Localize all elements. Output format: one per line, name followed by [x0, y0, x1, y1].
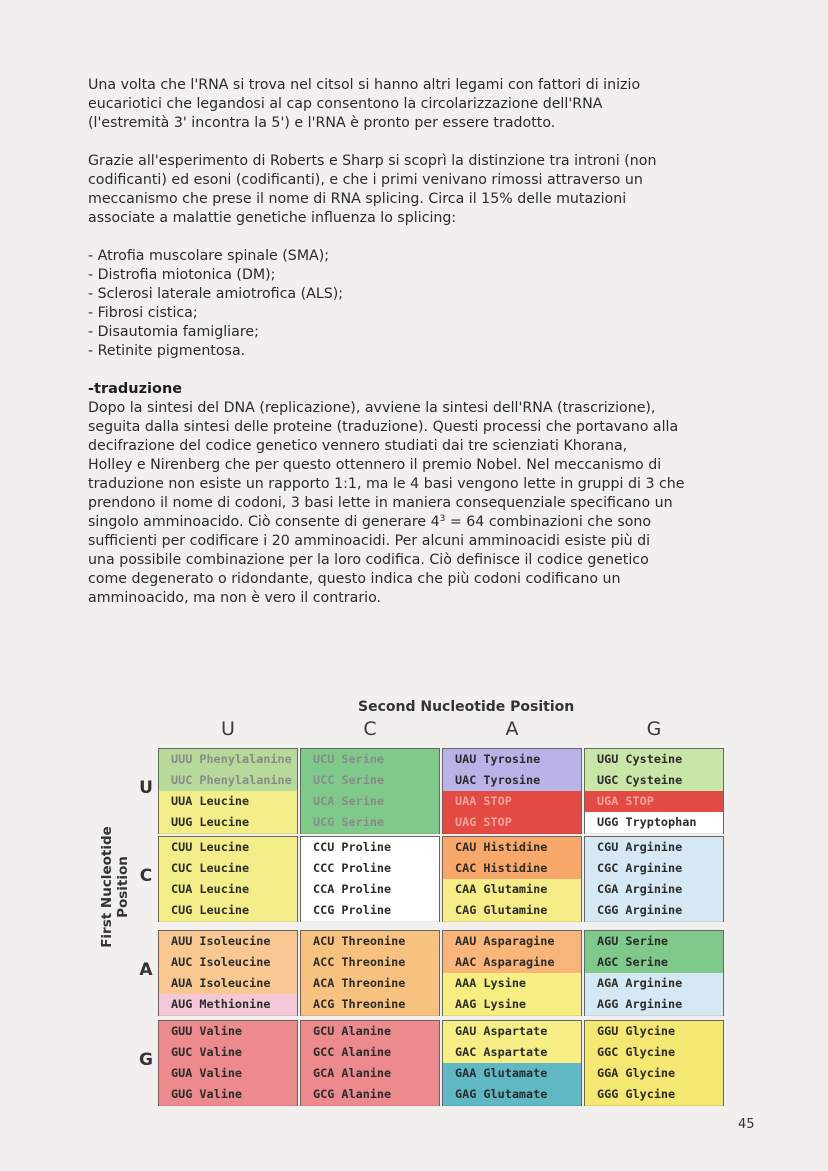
codon-cell: UAG STOP	[443, 812, 581, 834]
codon-cell: UCA Serine	[301, 791, 439, 813]
codon-cell: GCG Alanine	[301, 1084, 439, 1106]
codon-cell: CGG Arginine	[585, 900, 723, 922]
codon-block	[584, 930, 724, 1016]
codon-cell: AUA Isoleucine	[159, 973, 297, 995]
text-line: decifrazione del codice genetico vennero studiati dai tre scienziati Khorana,	[88, 438, 628, 454]
text-line: come degenerato o ridondante, questo indica che più codoni codificano un	[88, 571, 621, 587]
codon-block	[584, 836, 724, 922]
codon-cell: CUG Leucine	[159, 900, 297, 922]
codon-cell: UGC Cysteine	[585, 770, 723, 792]
list-item: - Distrofia miotonica (DM);	[88, 267, 276, 283]
codon-cell: CGU Arginine	[585, 837, 723, 859]
codon-cell: UCG Serine	[301, 812, 439, 834]
paragraph-3	[88, 399, 768, 608]
codon-cell: GCU Alanine	[301, 1021, 439, 1043]
text-line: Dopo la sintesi del DNA (replicazione), avviene la sintesi dell'RNA (trascrizione),	[88, 400, 656, 416]
codon-cell: UGU Cysteine	[585, 749, 723, 771]
codon-cell: GGG Glycine	[585, 1084, 723, 1106]
row-letter-U: U	[139, 778, 153, 798]
row-letter-A: A	[139, 960, 153, 980]
first-position-title: First Nucleotide Position	[99, 826, 131, 948]
paragraph-1	[88, 76, 768, 133]
codon-cell: GCC Alanine	[301, 1042, 439, 1064]
codon-cell: CUA Leucine	[159, 879, 297, 901]
codon-block	[584, 1020, 724, 1106]
column-letter-A: A	[505, 718, 519, 740]
codon-cell: UUU Phenylalanine	[159, 749, 297, 771]
codon-cell: UAC Tyrosine	[443, 770, 581, 792]
codon-cell: UCU Serine	[301, 749, 439, 771]
codon-cell: GUA Valine	[159, 1063, 297, 1085]
codon-cell: UAU Tyrosine	[443, 749, 581, 771]
paragraph-2	[88, 152, 768, 228]
codon-cell: ACG Threonine	[301, 994, 439, 1016]
codon-table	[100, 696, 740, 1116]
codon-block	[300, 930, 440, 1016]
codon-block	[300, 748, 440, 834]
codon-cell: AGG Arginine	[585, 994, 723, 1016]
text-line-with-exponent	[88, 513, 768, 532]
text-fragment: singolo amminoacido. Ciò consente di generare 4	[88, 514, 440, 530]
codon-cell: CGA Arginine	[585, 879, 723, 901]
codon-block	[158, 748, 298, 834]
codon-cell: CCA Proline	[301, 879, 439, 901]
codon-cell: AUU Isoleucine	[159, 931, 297, 953]
codon-cell: GAU Aspartate	[443, 1021, 581, 1043]
text-line: meccanismo che prese il nome di RNA splicing. Circa il 15% delle mutazioni	[88, 191, 627, 207]
section-title: -traduzione	[88, 381, 183, 397]
text-line: Holley e Nirenberg che per questo ottennero il premio Nobel. Nel meccanismo di	[88, 457, 662, 473]
codon-cell: ACC Threonine	[301, 952, 439, 974]
codon-cell: GGU Glycine	[585, 1021, 723, 1043]
codon-cell: UGG Tryptophan	[585, 812, 723, 834]
text-line: una possibile combinazione per la loro codifica. Ciò definisce il codice genetico	[88, 552, 649, 568]
codon-block	[158, 1020, 298, 1106]
codon-cell: ACU Threonine	[301, 931, 439, 953]
codon-cell: AUG Methionine	[159, 994, 297, 1016]
codon-cell: CUU Leucine	[159, 837, 297, 859]
codon-cell: AAU Asparagine	[443, 931, 581, 953]
list-item: - Retinite pigmentosa.	[88, 343, 246, 359]
codon-cell: GGA Glycine	[585, 1063, 723, 1085]
codon-cell: CAA Glutamine	[443, 879, 581, 901]
codon-cell: CUC Leucine	[159, 858, 297, 880]
text-line: prendono il nome di codoni, 3 basi lette in maniera consequenziale specificano un	[88, 495, 673, 511]
column-letter-U: U	[221, 718, 235, 740]
codon-block	[158, 930, 298, 1016]
codon-block	[442, 1020, 582, 1106]
codon-cell: AGU Serine	[585, 931, 723, 953]
codon-cell: GCA Alanine	[301, 1063, 439, 1085]
codon-cell: UUC Phenylalanine	[159, 770, 297, 792]
codon-cell: UUG Leucine	[159, 812, 297, 834]
codon-cell: CCU Proline	[301, 837, 439, 859]
codon-cell: UGA STOP	[585, 791, 723, 813]
column-letter-G: G	[646, 718, 662, 740]
list-item: - Disautomia famigliare;	[88, 324, 259, 340]
codon-cell: UUA Leucine	[159, 791, 297, 813]
text-line: sufficienti per codificare i 20 amminoacidi. Per alcuni amminoacidi esiste più di	[88, 533, 651, 549]
text-line: eucariotici che legandosi al cap consentono la circolarizzazione dell'RNA	[88, 96, 603, 112]
text-line: seguita dalla sintesi delle proteine (traduzione). Questi processi che portavano alla	[88, 419, 679, 435]
codon-block	[442, 930, 582, 1016]
codon-cell: CCC Proline	[301, 858, 439, 880]
text-line: Una volta che l'RNA si trova nel citsol si hanno altri legami con fattori di inizio	[88, 77, 641, 93]
column-letter-C: C	[363, 718, 377, 740]
text-line: amminoacido, ma non è vero il contrario.	[88, 590, 382, 606]
text-line: (l'estremità 3' incontra la 5') e l'RNA è pronto per essere tradotto.	[88, 115, 556, 131]
disease-list	[88, 247, 768, 361]
codon-cell: GUG Valine	[159, 1084, 297, 1106]
text-line: codificanti) ed esoni (codificanti), e che i primi venivano rimossi attraverso un	[88, 172, 643, 188]
text-fragment: = 64 combinazioni che sono	[445, 514, 652, 530]
codon-cell: ACA Threonine	[301, 973, 439, 995]
text-line: traduzione non esiste un rapporto 1:1, ma le 4 basi vengono lette in gruppi di 3 che	[88, 476, 685, 492]
codon-cell: AGC Serine	[585, 952, 723, 974]
codon-cell: CAC Histidine	[443, 858, 581, 880]
codon-block	[300, 1020, 440, 1106]
codon-cell: CAG Glutamine	[443, 900, 581, 922]
codon-cell: CGC Arginine	[585, 858, 723, 880]
text-line: associate a malattie genetiche influenza lo splicing:	[88, 210, 457, 226]
codon-cell: UAA STOP	[443, 791, 581, 813]
codon-cell: AAA Lysine	[443, 973, 581, 995]
codon-cell: AAG Lysine	[443, 994, 581, 1016]
codon-cell: AAC Asparagine	[443, 952, 581, 974]
row-letter-C: C	[139, 866, 153, 886]
page-number: 45	[738, 1117, 755, 1132]
exponent: 3	[439, 514, 446, 524]
list-item: - Atrofia muscolare spinale (SMA);	[88, 248, 330, 264]
codon-cell: CAU Histidine	[443, 837, 581, 859]
codon-cell: GUU Valine	[159, 1021, 297, 1043]
codon-cell: GUC Valine	[159, 1042, 297, 1064]
paragraph-cap-translation	[88, 76, 768, 608]
list-item: - Fibrosi cistica;	[88, 305, 198, 321]
second-position-title: Second Nucleotide Position	[358, 699, 575, 715]
codon-block	[300, 836, 440, 922]
codon-cell: AGA Arginine	[585, 973, 723, 995]
row-letter-G: G	[139, 1050, 153, 1070]
codon-block	[442, 836, 582, 922]
codon-block	[584, 748, 724, 834]
text-line: Grazie all'esperimento di Roberts e Sharp si scoprì la distinzione tra introni (non	[88, 153, 657, 169]
codon-cell: AUC Isoleucine	[159, 952, 297, 974]
codon-cell: UCC Serine	[301, 770, 439, 792]
codon-cell: GAA Glutamate	[443, 1063, 581, 1085]
list-item: - Sclerosi laterale amiotrofica (ALS);	[88, 286, 344, 302]
codon-cell: CCG Proline	[301, 900, 439, 922]
codon-block	[442, 748, 582, 834]
codon-cell: GAC Aspartate	[443, 1042, 581, 1064]
codon-block	[158, 836, 298, 922]
codon-cell: GGC Glycine	[585, 1042, 723, 1064]
codon-cell: GAG Glutamate	[443, 1084, 581, 1106]
